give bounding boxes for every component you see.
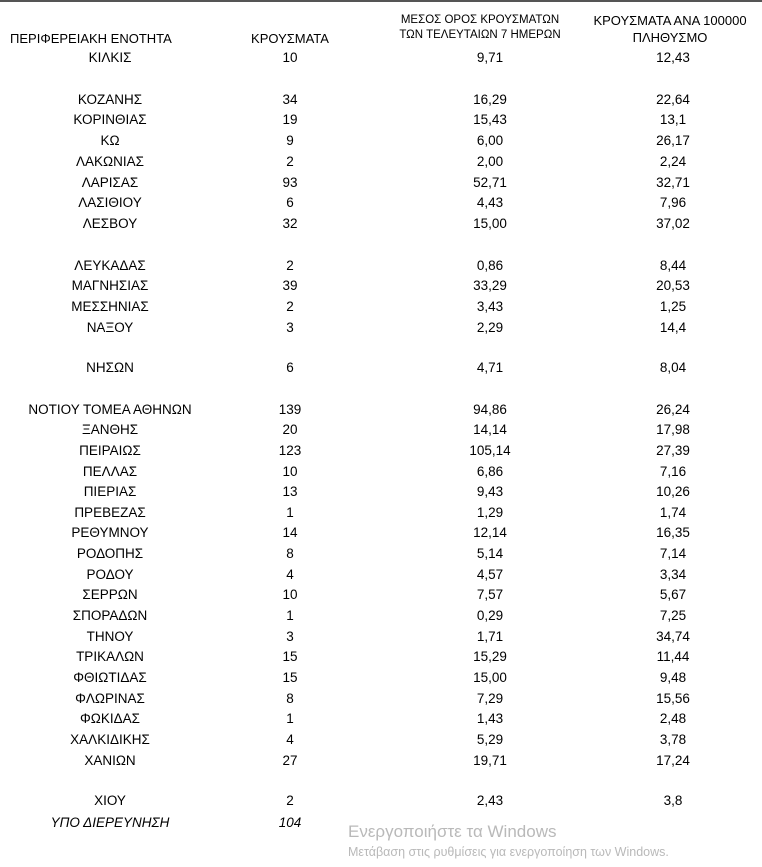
- table-row: [0, 297, 762, 317]
- region-cell: ΚΙΛΚΙΣ: [88, 50, 132, 65]
- per-100k-cell: 16,35: [656, 525, 690, 540]
- avg-cell: 0,29: [476, 608, 504, 623]
- cases-cell: 1: [286, 608, 294, 623]
- avg-cell: 15,29: [473, 649, 507, 664]
- avg-cell: 16,29: [473, 92, 507, 107]
- region-cell: ΣΕΡΡΩΝ: [82, 587, 138, 602]
- region-cell: ΦΩΚΙΔΑΣ: [80, 711, 140, 726]
- cases-cell: 6: [286, 195, 294, 210]
- per-100k-cell: 12,43: [656, 50, 690, 65]
- per-100k-cell: 10,26: [656, 484, 690, 499]
- per-100k-cell: 7,14: [659, 546, 687, 561]
- cases-cell: 8: [286, 691, 294, 706]
- table-row: [0, 173, 762, 193]
- table-row: [0, 420, 762, 440]
- per-100k-cell: 32,71: [656, 175, 690, 190]
- cases-cell: 104: [278, 815, 302, 830]
- region-cell: ΤΗΝΟΥ: [86, 629, 134, 644]
- table-row: [0, 152, 762, 172]
- cases-cell: 8: [286, 546, 294, 561]
- table-row: [0, 400, 762, 420]
- cases-cell: 123: [278, 443, 302, 458]
- avg-cell: 15,43: [473, 112, 507, 127]
- per-100k-cell: 7,96: [659, 195, 687, 210]
- per-100k-cell: 7,25: [659, 608, 687, 623]
- cases-cell: 1: [286, 711, 294, 726]
- per-100k-cell: 11,44: [656, 649, 690, 664]
- header-region: ΠΕΡΙΦΕΡΕΙΑΚΗ ΕΝΟΤΗΤΑ: [10, 31, 172, 46]
- region-cell: ΛΑΣΙΘΙΟΥ: [78, 195, 142, 210]
- cases-cell: 34: [282, 92, 298, 107]
- per-100k-cell: 13,1: [659, 112, 687, 127]
- table-row: [0, 523, 762, 543]
- windows-activation-watermark-subtitle: Μετάβαση στις ρυθμίσεις για ενεργοποίηση των Windows.: [348, 845, 669, 859]
- cases-cell: 2: [286, 793, 294, 808]
- table-row: [0, 48, 762, 68]
- avg-cell: 2,43: [476, 793, 504, 808]
- region-cell: ΤΡΙΚΑΛΩΝ: [76, 649, 144, 664]
- per-100k-cell: 2,24: [659, 154, 687, 169]
- avg-cell: 1,43: [476, 711, 504, 726]
- avg-cell: 7,29: [476, 691, 504, 706]
- region-cell: ΧΑΛΚΙΔΙΚΗΣ: [70, 732, 150, 747]
- table-row: [0, 482, 762, 502]
- region-cell: ΞΑΝΘΗΣ: [81, 422, 139, 437]
- cases-cell: 3: [286, 320, 294, 335]
- per-100k-cell: 2,48: [659, 711, 687, 726]
- table-row: [0, 751, 762, 771]
- region-cell: ΠΡΕΒΕΖΑΣ: [74, 505, 146, 520]
- table-row: [0, 585, 762, 605]
- avg-cell: 6,00: [476, 133, 504, 148]
- region-cell: ΠΕΙΡΑΙΩΣ: [79, 443, 141, 458]
- cases-cell: 1: [286, 505, 294, 520]
- cases-cell: 139: [278, 402, 302, 417]
- avg-cell: 1,71: [476, 629, 504, 644]
- table-row: [0, 730, 762, 750]
- per-100k-cell: 9,48: [659, 670, 687, 685]
- avg-cell: 33,29: [473, 278, 507, 293]
- table-row: [0, 544, 762, 564]
- per-100k-cell: 3,78: [659, 732, 687, 747]
- cases-cell: 15: [282, 649, 298, 664]
- table-row: [0, 318, 762, 338]
- cases-cell: 2: [286, 258, 294, 273]
- header-avg-line1: ΜΕΣΟΣ ΟΡΟΣ ΚΡΟΥΣΜΑΤΩΝ: [400, 14, 560, 26]
- per-100k-cell: 8,04: [659, 360, 687, 375]
- cases-cell: 93: [282, 175, 298, 190]
- header-per-line2: ΠΛΗΘΥΣΜΟ: [632, 30, 708, 45]
- table-row: [0, 110, 762, 130]
- region-cell: ΝΟΤΙΟΥ ΤΟΜΕΑ ΑΘΗΝΩΝ: [28, 402, 192, 417]
- avg-cell: 52,71: [473, 175, 507, 190]
- header-cases-per-100k: [575, 12, 762, 46]
- avg-cell: 7,57: [476, 587, 504, 602]
- cases-cell: 10: [282, 50, 298, 65]
- region-cell: ΚΟΡΙΝΘΙΑΣ: [73, 112, 147, 127]
- region-cell: ΠΕΛΛΑΣ: [82, 464, 138, 479]
- header-avg-line2: ΤΩΝ ΤΕΛΕΥΤΑΙΩΝ 7 ΗΜΕΡΩΝ: [399, 29, 561, 41]
- table-row: [0, 214, 762, 234]
- avg-cell: 14,14: [473, 422, 507, 437]
- avg-cell: 12,14: [473, 525, 507, 540]
- per-100k-cell: 37,02: [656, 216, 690, 231]
- region-cell: ΛΕΣΒΟΥ: [82, 216, 138, 231]
- table-row: [0, 689, 762, 709]
- table-row: [0, 90, 762, 110]
- region-cell: ΡΟΔΟΠΗΣ: [76, 546, 144, 561]
- per-100k-cell: 3,34: [659, 567, 687, 582]
- per-100k-cell: 27,39: [656, 443, 690, 458]
- per-100k-cell: 17,24: [656, 753, 690, 768]
- windows-activation-watermark-title: Ενεργοποιήστε τα Windows: [348, 822, 557, 841]
- per-100k-cell: 26,17: [656, 133, 690, 148]
- table-row: [0, 606, 762, 626]
- per-100k-cell: 17,98: [656, 422, 690, 437]
- per-100k-cell: 7,16: [659, 464, 687, 479]
- cases-cell: 4: [286, 732, 294, 747]
- table-row: [0, 791, 762, 811]
- avg-cell: 4,57: [476, 567, 504, 582]
- region-cell: ΡΟΔΟΥ: [86, 567, 134, 582]
- avg-cell: 1,29: [476, 505, 504, 520]
- avg-cell: 6,86: [476, 464, 504, 479]
- avg-cell: 5,29: [476, 732, 504, 747]
- cases-cell: 15: [282, 670, 298, 685]
- avg-cell: 9,71: [476, 50, 504, 65]
- table-row: [0, 462, 762, 482]
- per-100k-cell: 5,67: [659, 587, 687, 602]
- region-cell: ΜΕΣΣΗΝΙΑΣ: [71, 299, 149, 314]
- per-100k-cell: 15,56: [656, 691, 690, 706]
- cases-cell: 2: [286, 154, 294, 169]
- table-row: [0, 441, 762, 461]
- header-7day-average: [380, 13, 580, 43]
- avg-cell: 2,29: [476, 320, 504, 335]
- cases-cell: 14: [282, 525, 298, 540]
- avg-cell: 94,86: [473, 402, 507, 417]
- region-cell: ΛΑΡΙΣΑΣ: [81, 175, 139, 190]
- table-row: [0, 256, 762, 276]
- cases-cell: 10: [282, 587, 298, 602]
- avg-cell: 5,14: [476, 546, 504, 561]
- header-per-line1: ΚΡΟΥΣΜΑΤΑ ΑΝΑ 100000: [593, 13, 747, 28]
- region-cell: ΝΑΞΟΥ: [86, 320, 134, 335]
- cases-cell: 10: [282, 464, 298, 479]
- region-cell: ΡΕΘΥΜΝΟΥ: [71, 525, 149, 540]
- region-cell: ΧΑΝΙΩΝ: [84, 753, 136, 768]
- top-border-line: [0, 0, 762, 2]
- avg-cell: 4,71: [476, 360, 504, 375]
- cases-cell: 13: [282, 484, 298, 499]
- cases-cell: 6: [286, 360, 294, 375]
- avg-cell: 15,00: [473, 216, 507, 231]
- cases-cell: 39: [282, 278, 298, 293]
- cases-cell: 19: [282, 112, 298, 127]
- table-row: [0, 131, 762, 151]
- table-row: [0, 358, 762, 378]
- per-100k-cell: 3,8: [663, 793, 683, 808]
- table-row: [0, 276, 762, 296]
- avg-cell: 2,00: [476, 154, 504, 169]
- region-cell: ΦΛΩΡΙΝΑΣ: [75, 691, 145, 706]
- table-row: [0, 565, 762, 585]
- table-row: [0, 668, 762, 688]
- per-100k-cell: 1,25: [659, 299, 687, 314]
- avg-cell: 0,86: [476, 258, 504, 273]
- table-row: [0, 503, 762, 523]
- table-row: [0, 709, 762, 729]
- avg-cell: 105,14: [469, 443, 511, 458]
- avg-cell: 4,43: [476, 195, 504, 210]
- region-cell: ΛΕΥΚΑΔΑΣ: [74, 258, 146, 273]
- region-cell: ΛΑΚΩΝΙΑΣ: [76, 154, 144, 169]
- region-cell: ΝΗΣΩΝ: [86, 360, 134, 375]
- cases-cell: 27: [282, 753, 298, 768]
- per-100k-cell: 20,53: [656, 278, 690, 293]
- region-cell: ΜΑΓΝΗΣΙΑΣ: [71, 278, 149, 293]
- avg-cell: 15,00: [473, 670, 507, 685]
- table-row: [0, 193, 762, 213]
- avg-cell: 19,71: [473, 753, 507, 768]
- region-cell: ΠΙΕΡΙΑΣ: [83, 484, 137, 499]
- cases-cell: 3: [286, 629, 294, 644]
- table-row: [0, 647, 762, 667]
- per-100k-cell: 34,74: [656, 629, 690, 644]
- per-100k-cell: 1,74: [659, 505, 687, 520]
- avg-cell: 3,43: [476, 299, 504, 314]
- region-cell: ΚΟΖΑΝΗΣ: [77, 92, 143, 107]
- per-100k-cell: 8,44: [659, 258, 687, 273]
- cases-cell: 32: [282, 216, 298, 231]
- region-cell: ΥΠΟ ΔΙΕΡΕΥΝΗΣΗ: [50, 815, 170, 830]
- region-cell: ΚΩ: [100, 133, 120, 148]
- cases-cell: 2: [286, 299, 294, 314]
- per-100k-cell: 26,24: [656, 402, 690, 417]
- table-row: [0, 627, 762, 647]
- avg-cell: 9,43: [476, 484, 504, 499]
- cases-cell: 9: [286, 133, 294, 148]
- header-cases: ΚΡΟΥΣΜΑΤΑ: [251, 31, 329, 46]
- region-cell: ΦΘΙΩΤΙΔΑΣ: [73, 670, 147, 685]
- per-100k-cell: 22,64: [656, 92, 690, 107]
- region-cell: ΧΙΟΥ: [94, 793, 126, 808]
- per-100k-cell: 14,4: [659, 320, 687, 335]
- cases-cell: 20: [282, 422, 298, 437]
- cases-cell: 4: [286, 567, 294, 582]
- region-cell: ΣΠΟΡΑΔΩΝ: [72, 608, 148, 623]
